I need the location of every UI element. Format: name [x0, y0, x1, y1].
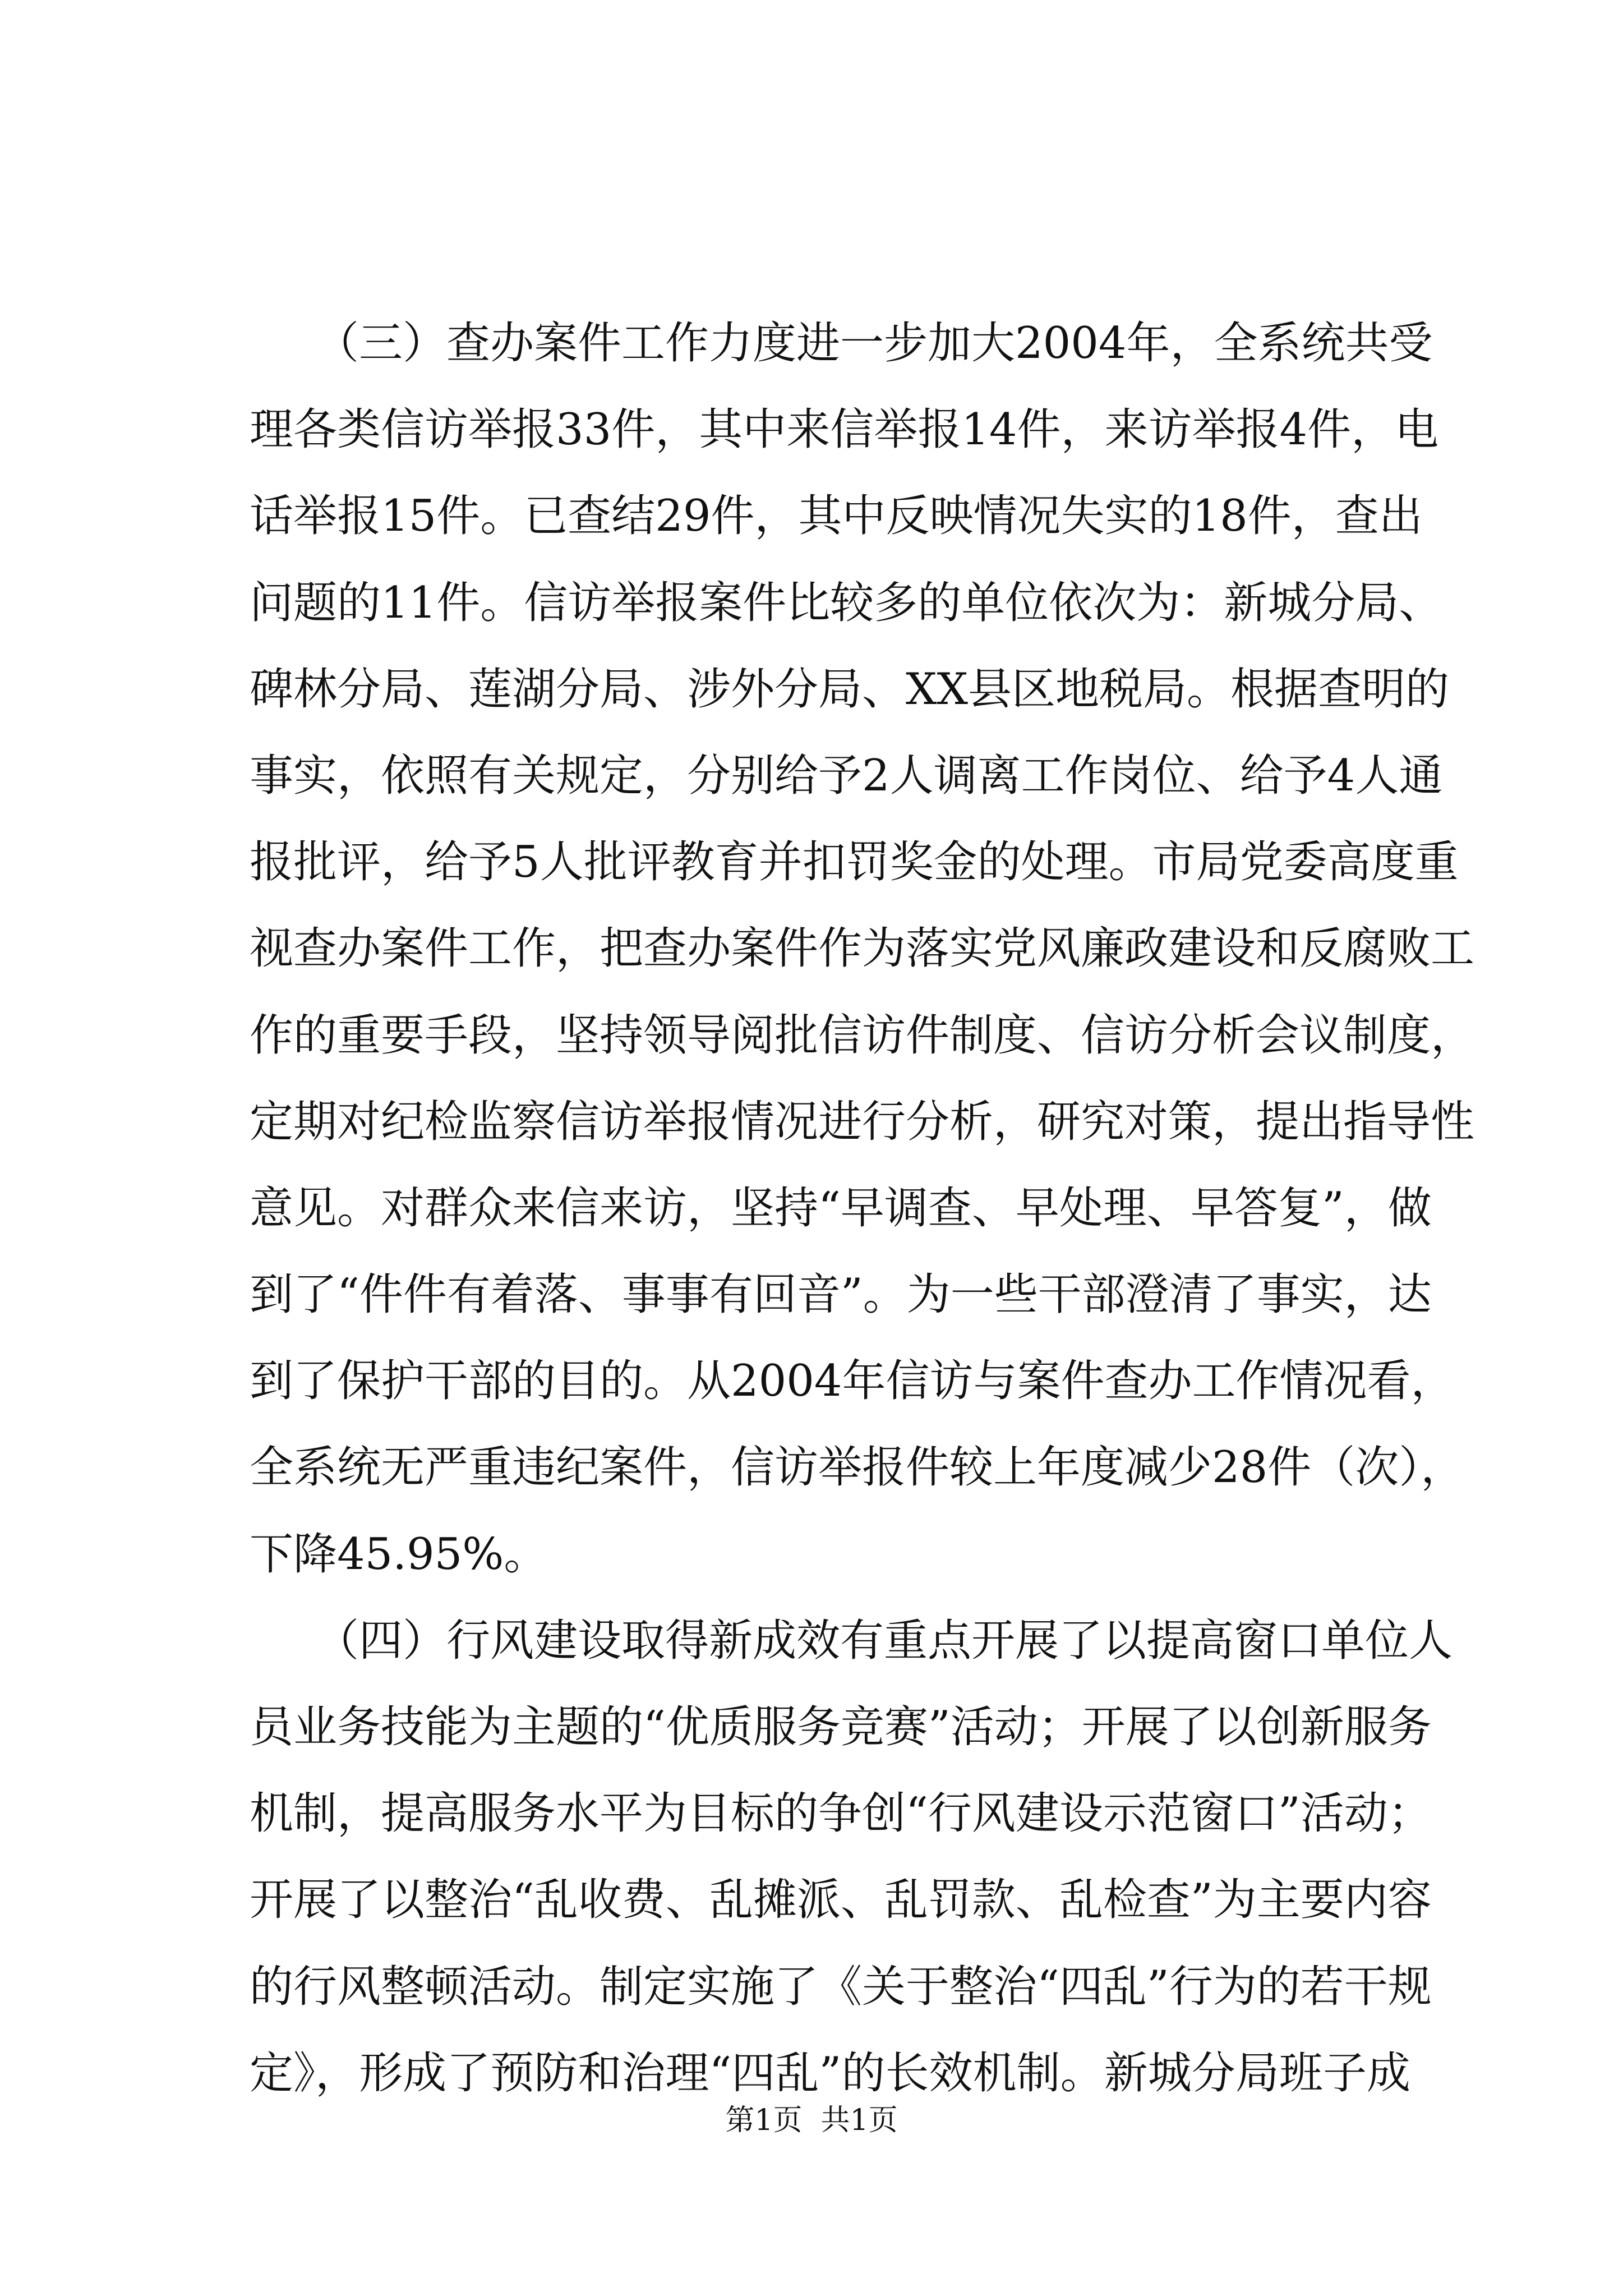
paragraph-3-line-4: 问题的11件。信访举报案件比较多的单位依次为：新城分局、 [250, 577, 1443, 628]
paragraph-3-line-12: 到了“件件有着落、事事有回音”。为一些干部澄清了事实，达 [250, 1269, 1432, 1320]
paragraph-3-line-6: 事实，依照有关规定，分别给予2人调离工作岗位、给予4人通 [250, 750, 1443, 801]
paragraph-4-line-3: 机制，提高服务水平为目标的争创“行风建设示范窗口”活动； [250, 1788, 1432, 1839]
paragraph-4-line-2: 员业务技能为主题的“优质服务竞赛”活动；开展了以创新服务 [250, 1702, 1432, 1752]
paragraph-3-line-10: 定期对纪检监察信访举报情况进行分析，研究对策，提出指导性 [250, 1096, 1475, 1147]
paragraph-4-line-1: （四）行风建设取得新成效有重点开展了以提高窗口单位人 [250, 1615, 1453, 1666]
paragraph-3-line-5: 碑林分局、莲湖分局、涉外分局、XX县区地税局。根据查明的 [250, 664, 1450, 715]
paragraph-3-line-8: 视查办案件工作，把查办案件作为落实党风廉政建设和反腐败工 [250, 923, 1475, 974]
paragraph-3-line-2: 理各类信访举报33件，其中来信举报14件，来访举报4件，电 [250, 404, 1439, 455]
paragraph-3-line-15: 下降45.95%。 [250, 1529, 548, 1580]
paragraph-3-line-9: 作的重要手段，坚持领导阅批信访件制度、信访分析会议制度， [250, 1010, 1475, 1061]
paragraph-3-line-1: （三）查办案件工作力度进一步加大2004年，全系统共受 [250, 318, 1433, 369]
paragraph-3-line-7: 报批评，给予5人批评教育并扣罚奖金的处理。市局党委高度重 [250, 837, 1459, 888]
paragraph-3-line-14: 全系统无严重违纪案件，信访举报件较上年度减少28件（次）， [250, 1442, 1465, 1493]
document-body [250, 300, 1475, 2116]
paragraph-3-line-11: 意见。对群众来信来访，坚持“早调查、早处理、早答复”，做 [250, 1182, 1432, 1234]
page-number: 第1页 共1页 [725, 2104, 898, 2137]
paragraph-3-line-3: 话举报15件。已查结29件，其中反映情况失实的18件，查出 [250, 491, 1423, 542]
paragraph-4-line-5: 的行风整顿活动。制定实施了《关于整治“四乱”行为的若干规 [250, 1961, 1432, 2012]
page-footer [0, 2101, 1623, 2140]
paragraph-3-line-13: 到了保护干部的目的。从2004年信访与案件查办工作情况看， [250, 1356, 1455, 1407]
paragraph-4-line-4: 开展了以整治“乱收费、乱摊派、乱罚款、乱检查”为主要内容 [250, 1875, 1432, 1926]
paragraph-4-line-6: 定》，形成了预防和治理“四乱”的长效机制。新城分局班子成 [250, 2047, 1410, 2099]
